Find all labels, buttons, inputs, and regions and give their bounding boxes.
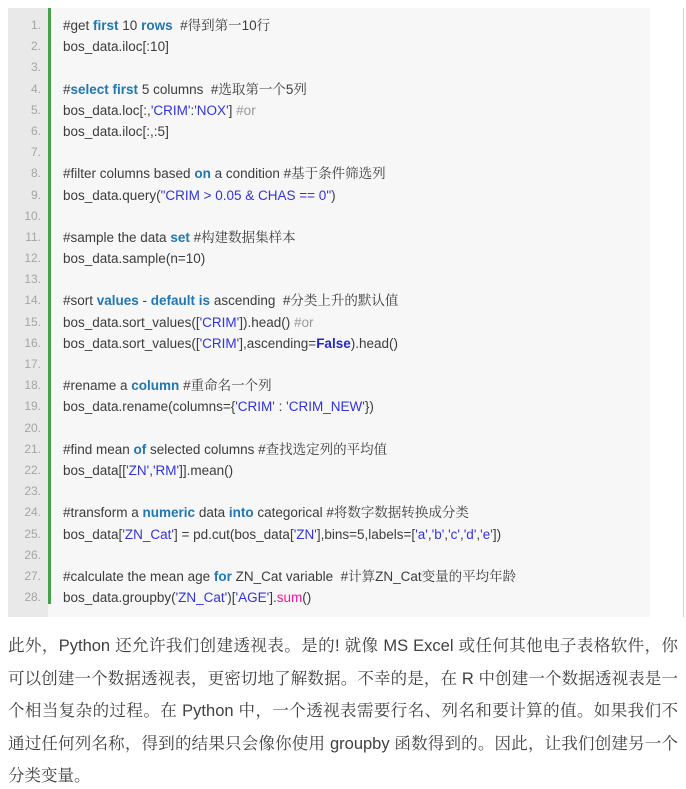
- line-number: 22.: [24, 462, 41, 477]
- code-token-plain: bos_data[[: [63, 462, 127, 478]
- code-token-kw: default is: [150, 293, 211, 309]
- code-text: [48, 36, 169, 57]
- line-number: 12.: [24, 251, 41, 266]
- code-token-plain: ,: [459, 526, 464, 542]
- code-token-plain: :: [274, 399, 287, 415]
- line-number: 2.: [30, 39, 41, 54]
- code-token-plain: ,: [476, 526, 481, 542]
- code-token-str: 'd': [463, 526, 477, 542]
- code-token-plain: ]): [492, 526, 502, 542]
- line-number: 20.: [24, 420, 41, 435]
- line-number: 21.: [24, 441, 41, 456]
- code-line: [8, 57, 650, 78]
- line-number: 14.: [24, 293, 41, 308]
- code-text: [48, 396, 374, 417]
- code-token-bool: False: [316, 335, 351, 351]
- code-token-plain: 10: [118, 18, 142, 33]
- code-token-plain: bos_data[: [63, 526, 123, 542]
- code-line: [8, 439, 650, 460]
- code-token-str: 'CRIM': [199, 335, 240, 351]
- code-line: [8, 142, 650, 163]
- code-token-plain: ]: [228, 102, 237, 118]
- code-token-kw: rows: [141, 18, 173, 33]
- code-token-plain: :: [190, 102, 195, 118]
- code-text: [48, 248, 205, 269]
- code-token-kw: on: [194, 166, 211, 182]
- code-token-plain: bos_data.sort_values([: [63, 314, 200, 330]
- code-token-str: 'NOX': [194, 102, 229, 118]
- line-number: 5.: [30, 102, 41, 117]
- code-token-plain: ]].mean(): [179, 462, 234, 478]
- line-number: 25.: [24, 526, 41, 541]
- code-token-plain: a condition #基于条件筛选列: [210, 166, 386, 182]
- code-line: [8, 269, 650, 290]
- line-number: 6.: [30, 123, 41, 138]
- code-token-str: 'ZN': [293, 526, 317, 542]
- code-line: [8, 206, 650, 227]
- line-number: 1.: [30, 18, 41, 32]
- code-token-mag: sum: [276, 590, 303, 606]
- code-line: [8, 290, 650, 311]
- page-scroll-rule: [683, 8, 684, 617]
- code-token-plain: ],bins=5,labels=[: [316, 526, 416, 542]
- code-text: [48, 290, 398, 311]
- code-token-plain: bos_data.groupby(: [63, 590, 176, 606]
- code-token-plain: #find mean: [63, 441, 134, 457]
- code-token-plain: ]).head(): [239, 314, 295, 330]
- code-token-plain: ] = pd.cut(bos_data[: [173, 526, 294, 542]
- code-token-kw: column: [131, 378, 180, 394]
- code-token-str: 'ZN_Cat': [122, 526, 174, 542]
- code-line: [8, 545, 650, 566]
- code-token-kw: into: [228, 505, 254, 521]
- code-line: [8, 502, 650, 523]
- code-text: [48, 333, 398, 354]
- code-token-plain: )[: [227, 590, 236, 606]
- code-token-plain: #rename a: [63, 378, 132, 394]
- code-token-plain: #构建数据集样本: [189, 229, 296, 245]
- code-text: [48, 185, 336, 206]
- code-token-plain: 5 columns #选取第一个5列: [138, 81, 307, 97]
- code-text: [48, 460, 233, 481]
- code-token-plain: -: [138, 293, 151, 309]
- line-number: 3.: [30, 60, 41, 75]
- code-token-plain: #: [63, 81, 71, 97]
- code-text: [48, 524, 501, 545]
- code-line: [8, 566, 650, 587]
- line-number: 23.: [24, 484, 41, 499]
- line-number: 27.: [24, 568, 41, 583]
- code-token-plain: #得到第一10行: [172, 18, 271, 33]
- code-token-plain: ascending #分类上升的默认值: [210, 293, 399, 309]
- line-number: 24.: [24, 505, 41, 520]
- code-token-plain: selected columns #查找选定列的平均值: [146, 441, 388, 457]
- code-line: [8, 227, 650, 248]
- code-token-kw: for: [213, 568, 232, 584]
- code-token-plain: ,: [427, 526, 432, 542]
- code-token-gray: #or: [236, 102, 256, 118]
- code-line: [8, 15, 650, 36]
- code-text: [48, 566, 516, 587]
- code-token-str: 'ZN': [126, 462, 150, 478]
- code-token-plain: }): [364, 399, 374, 415]
- code-token-plain: bos_data.iloc[:,:5]: [63, 123, 169, 139]
- code-line: [8, 163, 650, 184]
- line-number: 7.: [30, 145, 41, 160]
- code-token-str: 'e': [480, 526, 493, 542]
- code-text: [48, 439, 387, 460]
- code-token-plain: (): [302, 590, 312, 606]
- code-token-plain: ,: [444, 526, 449, 542]
- code-token-plain: #filter columns based: [63, 166, 195, 182]
- code-line: [8, 36, 650, 57]
- code-token-str: "CRIM > 0.05 & CHAS == 0": [160, 187, 332, 203]
- code-token-kw: of: [133, 441, 147, 457]
- code-token-str: 'CRIM': [235, 399, 275, 415]
- article-paragraph: 此外，Python 还允许我们创建透视表。是的! 就像 MS Excel 或任何其他电子表格软件，你可以创建一个数据透视表，更密切地了解数据。不幸的是，在 R 中创建一个数据透视表是一个相当复杂的过程。在 Python 中，一个透视表需要行名、列名和要计算的值。如果我们不通过任何列名称，得到的结果只会像你使用 groupby 函数得到的。因此，让我们创建另一个分类变量。: [8, 637, 678, 785]
- code-text: [48, 100, 256, 121]
- code-text: [48, 312, 314, 333]
- line-number: 26.: [24, 547, 41, 562]
- code-token-plain: bos_data.sort_values([: [63, 335, 200, 351]
- code-token-kw: values: [96, 293, 139, 309]
- code-line: [8, 418, 650, 439]
- line-number: 15.: [24, 314, 41, 329]
- code-text: [48, 587, 311, 608]
- line-number: 8.: [30, 166, 41, 181]
- code-token-plain: ,: [149, 462, 153, 478]
- line-number: 28.: [24, 590, 41, 605]
- code-token-plain: bos_data.rename(columns={: [63, 399, 236, 415]
- code-line: [8, 354, 650, 375]
- code-token-str: 'AGE': [235, 590, 270, 606]
- code-line: [8, 587, 650, 608]
- code-token-str: 'b': [431, 526, 445, 542]
- code-token-plain: ).head(): [350, 335, 398, 351]
- code-token-plain: #calculate the mean age: [63, 568, 214, 584]
- line-number: 16.: [24, 335, 41, 350]
- code-line: [8, 248, 650, 269]
- code-token-plain: ): [331, 187, 336, 203]
- code-token-kw: first: [93, 18, 119, 33]
- code-token-plain: #sample the data: [63, 229, 171, 245]
- code-lines: [8, 15, 650, 608]
- line-number: 4.: [30, 81, 41, 96]
- code-line: [8, 524, 650, 545]
- code-token-plain: #sort: [63, 293, 97, 309]
- line-number: 10.: [24, 208, 41, 223]
- code-token-str: 'RM': [152, 462, 180, 478]
- code-text: [48, 15, 270, 36]
- code-token-gray: #or: [294, 314, 314, 330]
- code-token-plain: ].: [269, 590, 277, 606]
- code-token-plain: ZN_Cat variable #计算ZN_Cat变量的平均年龄: [231, 568, 517, 584]
- code-line: [8, 121, 650, 142]
- code-text: [48, 375, 272, 396]
- line-number: 17.: [24, 357, 41, 371]
- line-number: 9.: [30, 187, 41, 202]
- code-token-kw: set: [170, 229, 190, 245]
- code-line: [8, 185, 650, 206]
- line-number: 11.: [25, 229, 41, 244]
- code-token-plain: categorical #将数字数据转换成分类: [253, 505, 469, 521]
- code-line: [8, 100, 650, 121]
- code-token-plain: #get: [63, 18, 94, 33]
- code-token-str: 'CRIM': [199, 314, 240, 330]
- code-line: [8, 460, 650, 481]
- code-token-plain: #重命名一个列: [179, 378, 272, 394]
- line-number: 13.: [24, 272, 41, 287]
- code-token-str: 'CRIM': [150, 102, 191, 118]
- code-text: [48, 79, 307, 100]
- code-token-plain: bos_data.iloc[:10]: [63, 39, 169, 55]
- code-line: [8, 481, 650, 502]
- code-token-plain: data: [195, 505, 229, 521]
- code-token-str: 'c': [448, 526, 460, 542]
- code-text: [48, 121, 169, 142]
- code-token-plain: ],ascending=: [239, 335, 317, 351]
- code-text: [48, 502, 469, 523]
- code-token-plain: #transform a: [63, 505, 143, 521]
- code-line: [8, 375, 650, 396]
- code-block: [8, 8, 650, 617]
- code-token-str: 'ZN_Cat': [175, 590, 228, 606]
- code-token-plain: bos_data.query(: [63, 187, 161, 203]
- code-token-kw: select first: [70, 81, 139, 97]
- line-number: 19.: [24, 399, 41, 414]
- code-token-kw: numeric: [142, 505, 196, 521]
- code-token-str: 'CRIM_NEW': [286, 399, 365, 415]
- code-line: [8, 396, 650, 417]
- code-token-plain: bos_data.sample(n=10): [63, 251, 206, 267]
- code-line: [8, 79, 650, 100]
- line-number: 18.: [24, 378, 41, 393]
- code-token-plain: bos_data.loc[:,: [63, 102, 151, 118]
- code-text: [48, 163, 386, 184]
- code-line: [8, 333, 650, 354]
- code-text: [48, 227, 296, 248]
- code-token-str: 'a': [415, 526, 428, 542]
- code-line: [8, 312, 650, 333]
